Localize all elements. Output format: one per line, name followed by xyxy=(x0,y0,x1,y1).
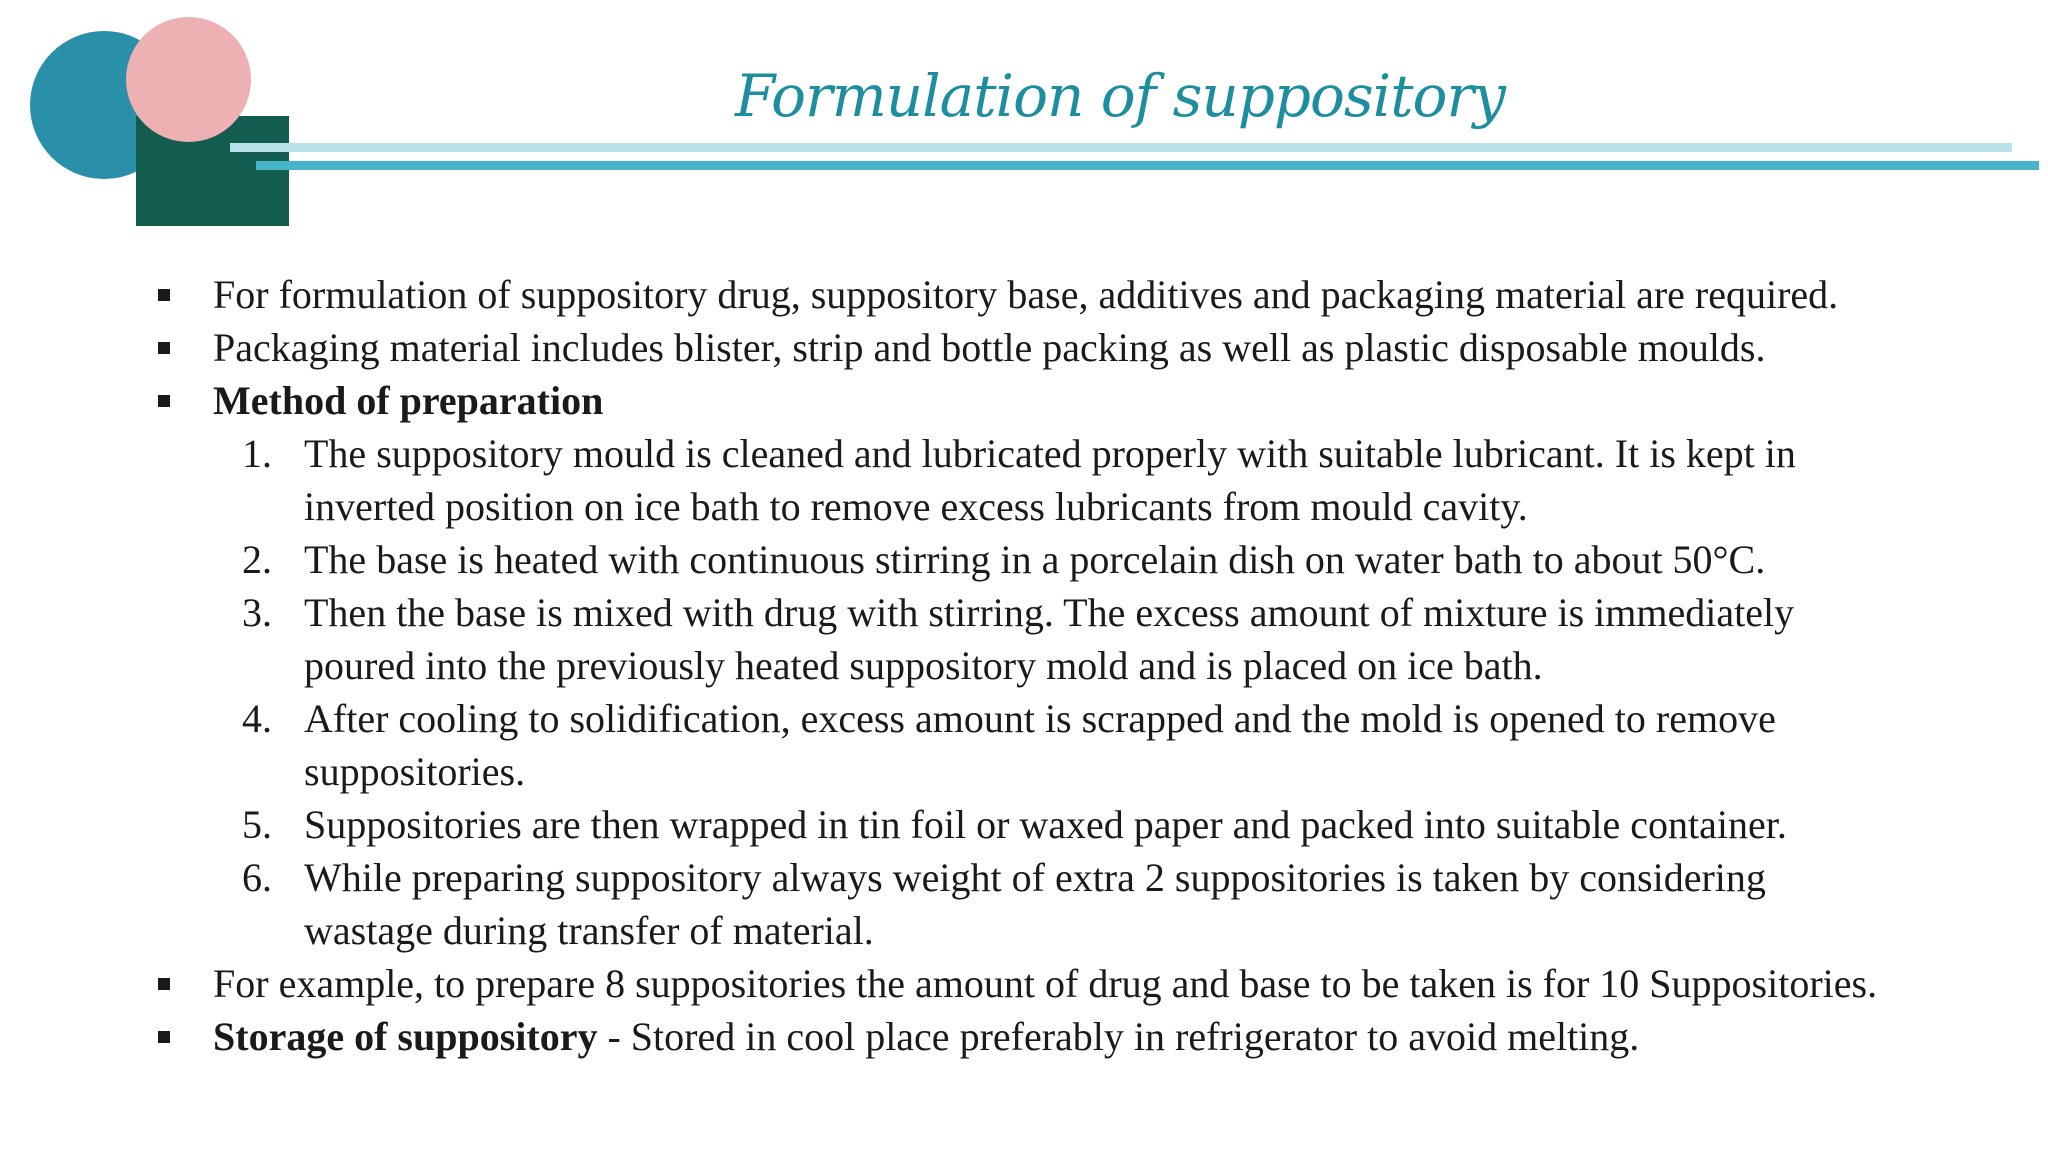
step-text-line: The base is heated with continuous stirring in a porcelain dish on water bath to about 50°C. xyxy=(304,537,1766,582)
step-number: 4. xyxy=(242,696,272,741)
storage-text: - Stored in cool place preferably in refrigerator to avoid melting. xyxy=(597,1014,1640,1059)
bullet-text: Packaging material includes blister, strip and bottle packing as well as plastic disposable moulds. xyxy=(213,325,1766,370)
slide-content xyxy=(0,268,2048,1063)
step-item xyxy=(0,533,1984,586)
square-bullet-icon xyxy=(158,978,170,990)
step-number: 6. xyxy=(242,855,272,900)
decor-light-line xyxy=(230,143,2012,152)
square-bullet-icon xyxy=(158,395,170,407)
step-item xyxy=(0,798,1984,851)
decor-pink-circle xyxy=(126,17,251,142)
bullet-item-method xyxy=(0,374,2048,427)
bullet-item xyxy=(0,321,2048,374)
decor-dark-line xyxy=(256,161,2039,170)
slide-title: Formulation of suppository xyxy=(735,62,1505,130)
bullet-text: For formulation of suppository drug, suppository base, additives and packaging material are required. xyxy=(213,272,1839,317)
step-text-line: inverted position on ice bath to remove excess lubricants from mould cavity. xyxy=(304,484,1528,529)
step-text-line: poured into the previously heated suppository mold and is placed on ice bath. xyxy=(304,643,1543,688)
square-bullet-icon xyxy=(158,342,170,354)
step-number: 2. xyxy=(242,537,272,582)
step-number: 1. xyxy=(242,431,272,476)
method-heading: Method of preparation xyxy=(213,378,604,423)
step-item xyxy=(0,692,1984,798)
step-item xyxy=(0,427,1984,533)
bullet-item-example xyxy=(0,957,2048,1010)
step-number: 3. xyxy=(242,590,272,635)
square-bullet-icon xyxy=(158,289,170,301)
step-text-line: suppositories. xyxy=(304,749,526,794)
step-text-line: After cooling to solidification, excess amount is scrapped and the mold is opened to remove xyxy=(304,696,1776,741)
step-item xyxy=(0,586,1984,692)
square-bullet-icon xyxy=(158,1031,170,1043)
step-text-line: wastage during transfer of material. xyxy=(304,908,874,953)
steps-list xyxy=(0,427,2048,957)
bullet-item-storage xyxy=(0,1010,2048,1063)
example-text: For example, to prepare 8 suppositories the amount of drug and base to be taken is for 10 Suppositories. xyxy=(213,961,1878,1006)
step-text-line: Then the base is mixed with drug with stirring. The excess amount of mixture is immediately xyxy=(304,590,1795,635)
step-text-line: While preparing suppository always weight of extra 2 suppositories is taken by considering xyxy=(304,855,1766,900)
storage-label: Storage of suppository xyxy=(213,1014,598,1059)
step-item xyxy=(0,851,1984,957)
bullet-item xyxy=(0,268,2048,321)
step-text-line: Suppositories are then wrapped in tin foil or waxed paper and packed into suitable container. xyxy=(304,802,1787,847)
step-number: 5. xyxy=(242,802,272,847)
step-text-line: The suppository mould is cleaned and lubricated properly with suitable lubricant. It is kept in xyxy=(304,431,1796,476)
